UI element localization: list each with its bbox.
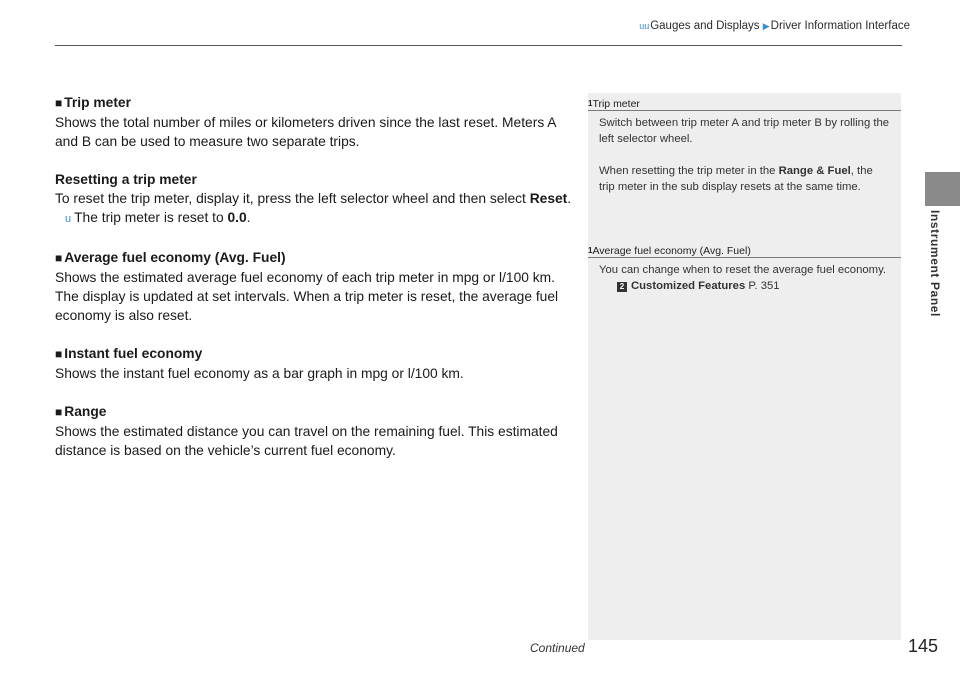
note-trip-meter [588, 96, 901, 195]
note-title: $^1$Average fuel economy (Avg. Fuel) [588, 243, 901, 258]
trip-meter-text: Shows the total number of miles or kilometers driven since the last reset. Meters A and B can be used to measure two separate trips. [55, 115, 556, 149]
note-paragraph: You can change when to reset the average fuel economy. [599, 264, 887, 276]
page-number: 145 [908, 636, 939, 656]
resetting-heading: Resetting a trip meter [55, 172, 197, 187]
main-content [55, 93, 575, 460]
instant-fuel-text: Shows the instant fuel economy as a bar graph in mpg or l/100 km. [55, 366, 464, 381]
breadcrumb-separator-icon: ▶ [762, 21, 770, 31]
continued-label: Continued [530, 641, 585, 655]
reference-icon: 2 [617, 282, 627, 292]
result-arrow-icon: u [65, 213, 72, 225]
section-tab-marker [925, 172, 960, 206]
resetting-result: u The trip meter is reset to 0.0. [65, 210, 251, 225]
trip-meter-heading: ■ Trip meter [55, 95, 131, 110]
range-heading: ■ Range [55, 404, 107, 419]
range-text: Shows the estimated distance you can travel on the remaining fuel. This estimated distance is based on the vehicle’s current fuel economy. [55, 424, 558, 458]
breadcrumb [590, 20, 910, 36]
breadcrumb-item-dii[interactable]: Driver Information Interface [770, 20, 910, 32]
section-tab-label: Instrument Panel [928, 210, 942, 317]
note-paragraph: Switch between trip meter A and trip meter B by rolling the left selector wheel. [599, 117, 890, 145]
note-title: $^1$Trip meter [588, 96, 901, 111]
avg-fuel-heading: ■ Average fuel economy (Avg. Fuel) [55, 250, 286, 265]
bullet-square-icon: ■ [55, 405, 63, 419]
breadcrumb-arrow-icon: uu [639, 21, 650, 31]
note-avg-fuel [588, 243, 901, 294]
header-divider [55, 45, 902, 46]
breadcrumb-item-gauges[interactable]: Gauges and Displays [650, 20, 760, 32]
resetting-text: To reset the trip meter, display it, press the left selector wheel and then select Reset. [55, 191, 572, 206]
instant-fuel-heading: ■ Instant fuel economy [55, 346, 203, 361]
bullet-square-icon: ■ [55, 96, 63, 110]
avg-fuel-text: Shows the estimated average fuel economy of each trip meter in mpg or l/100 km. The display is updated at set intervals. When a trip meter is reset, the average fuel economy is also reset. [55, 270, 559, 323]
note-paragraph: When resetting the trip meter in the Range & Fuel, the trip meter in the sub display resets at the same time. [599, 165, 873, 193]
bullet-square-icon: ■ [55, 251, 63, 265]
bullet-square-icon: ■ [55, 347, 63, 361]
customized-features-link[interactable]: 2 Customized Features P. 351 [599, 278, 891, 294]
